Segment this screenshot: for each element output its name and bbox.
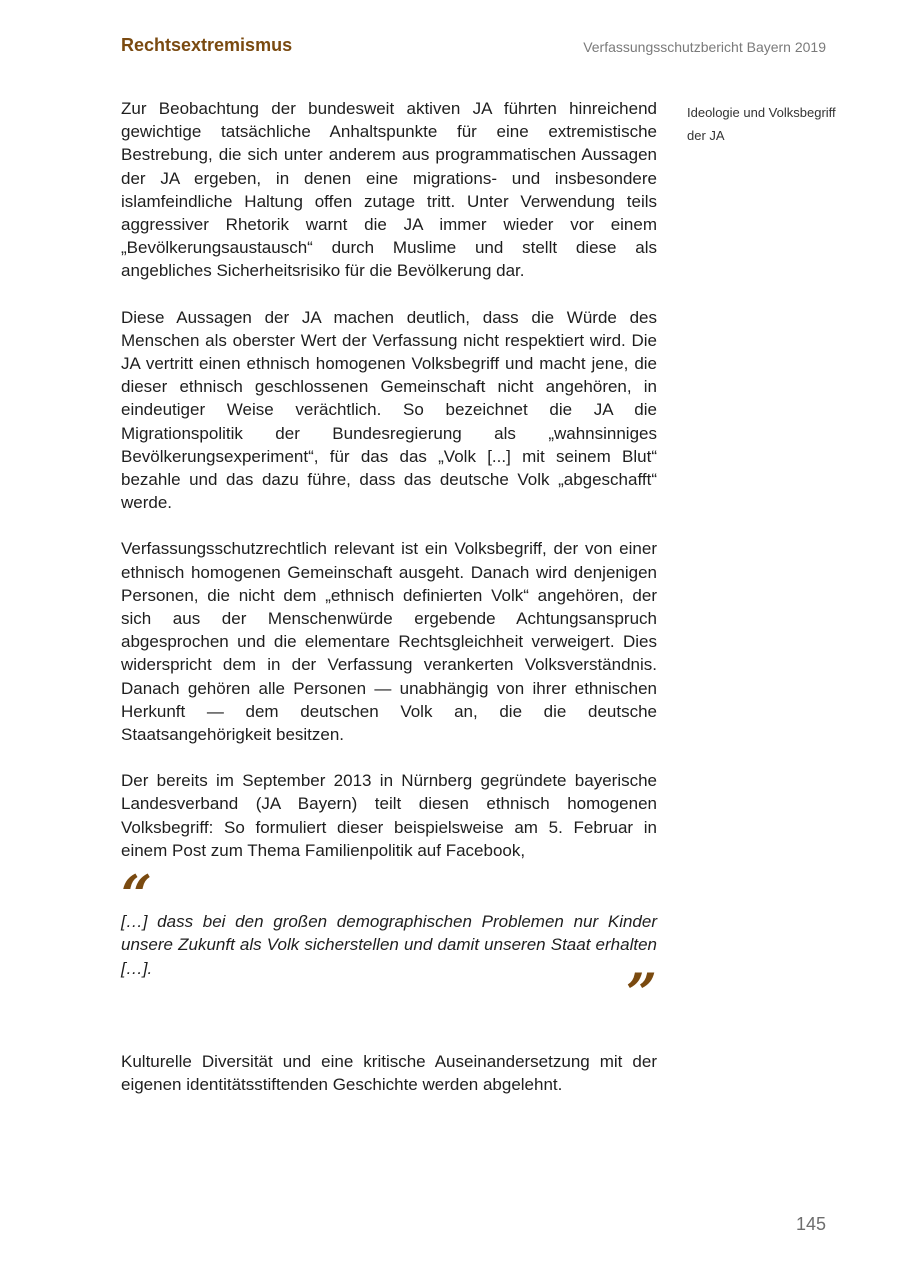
- close-quote-icon: ”: [625, 960, 657, 1025]
- paragraph: Zur Beobachtung der bundesweit aktiven JA führten hinreichend gewichtige tatsächliche Anhaltspunkte für eine extremistische Bestrebung, die sich unter anderem aus programmatischen Aussagen der JA ergeben, in denen eine migrations- und insbesondere islamfeindliche Haltung offen zutage tritt. Unter Verwendung teils aggressiver Rhetorik warnt die JA immer wieder vor einem „Bevölkerungsaustausch“ durch Muslime und stellt diese als angebliches Sicherheitsrisiko für die Bevölkerung dar.: [121, 99, 657, 281]
- quote-block: [121, 863, 657, 1025]
- main-text: [121, 97, 657, 1119]
- margin-note: Ideologie und Volksbegriff der JA: [687, 105, 836, 143]
- open-quote-icon: “: [121, 863, 153, 928]
- quote-text: […] dass bei den großen demographischen Problemen nur Kinder unsere Zukunft als Volk sicherstellen und damit unseren Staat erhalten […].: [121, 912, 657, 978]
- paragraph: Verfassungsschutzrechtlich relevant ist ein Volksbegriff, der von einer ethnisch homogenen Gemeinschaft ausgeht. Danach wird denjenigen Personen, die nicht dem „ethnisch definierten Volk“ angehören, der sich aus der Menschenwürde ergebende Achtungsanspruch abgesprochen und die elementare Rechtsgleichheit verweigert. Dies widerspricht dem in der Verfassung verankerten Volksverständnis. Danach gehören alle Personen — unabhängig von ihrer ethnischen Herkunft — dem deutschen Volk an, die die deutsche Staatsangehörigkeit besitzen.: [121, 539, 657, 745]
- paragraph: Der bereits im September 2013 in Nürnberg gegründete bayerische Landesverband (JA Bayern) teilt diesen ethnisch homogenen Volksbegriff: So formuliert dieser beispielsweise am 5. Februar in einem Post zum Thema Familienpolitik auf Facebook,: [121, 771, 657, 860]
- paragraph: Diese Aussagen der JA machen deutlich, dass die Würde des Menschen als oberster Wert der Verfassung nicht respektiert wird. Die JA vertritt einen ethnisch homogenen Volksbegriff und macht jene, die dieser ethnisch geschlossenen Gemeinschaft nicht angehören, in eindeutiger Weise verächtlich. So bezeichnet die JA die Migrationspolitik der Bundesregierung als „wahnsinniges Bevölkerungsexperiment“, für das das „Volk [...] mit seinem Blut“ bezahle und das dazu führe, dass das deutsche Volk „abgeschafft“ werde.: [121, 307, 657, 513]
- report-title: Verfassungsschutzbericht Bayern 2019: [583, 39, 826, 55]
- page-number: 145: [795, 1214, 826, 1234]
- closing-paragraph: Kulturelle Diversität und eine kritische Auseinandersetzung mit der eigenen identitätsstiftenden Geschichte werden abgelehnt.: [121, 1051, 657, 1094]
- section-title: Rechtsextremismus: [121, 35, 293, 55]
